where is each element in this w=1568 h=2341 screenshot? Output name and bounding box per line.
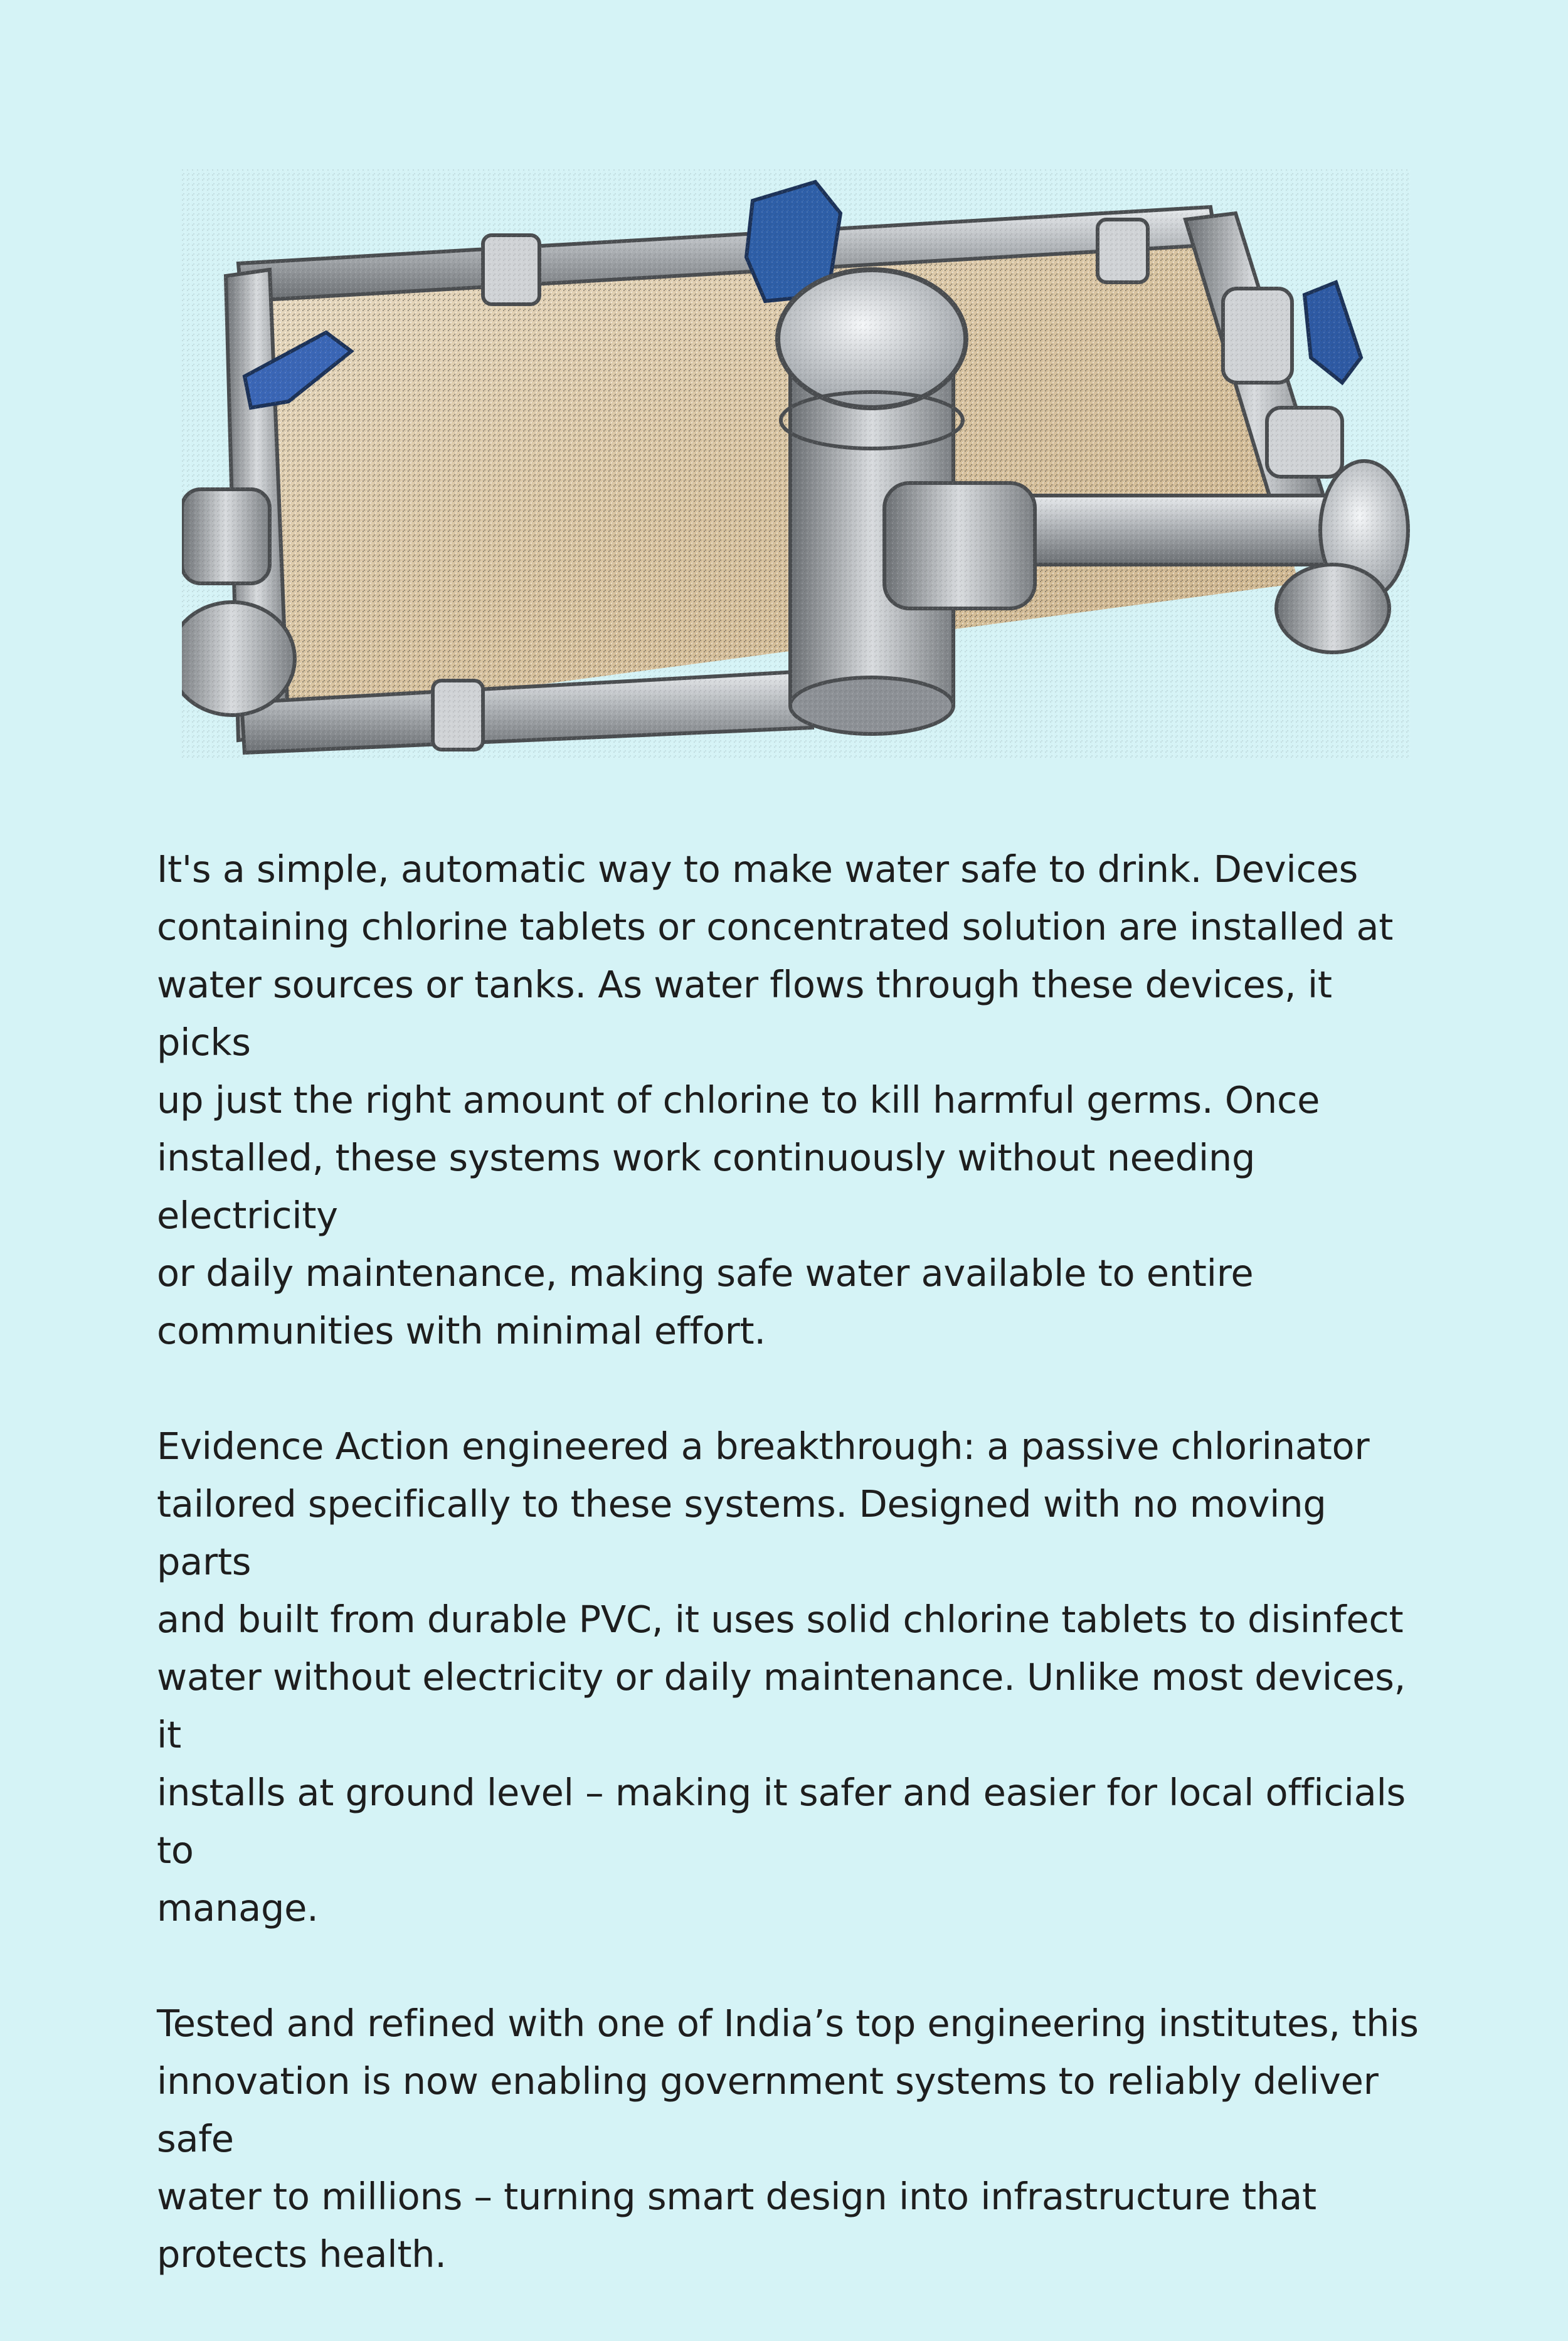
chlorinator-device-icon — [182, 169, 1411, 759]
paragraph-breakthrough: Evidence Action engineered a breakthrough: a passive chlorinator tailored specifically to these systems. Designed with no moving parts and built from durable PVC, it uses solid chlorine tablets to disinfect water without electricity or daily maintenance. Unlike most devices, it installs at ground level – making it safer and easier for local officials to manage. — [157, 1425, 1406, 1930]
paragraph-intro: It's a simple, automatic way to make water safe to drink. Devices containing chlorine tablets or concentrated solution are installed at water sources or tanks. As water flows through these devices, it picks up just the right amount of chlorine to kill harmful germs. Once installed, these systems work continuously without needing electricity or daily maintenance, making safe water available to entire communities with minimal effort. — [157, 847, 1394, 1352]
chlorinator-device-image — [182, 169, 1411, 759]
article-body — [157, 841, 1430, 2341]
paragraph-impact: Tested and refined with one of India’s top engineering institutes, this innovation is now enabling government systems to reliably deliver safe water to millions – turning smart design into infrastructure that protects health. — [157, 2002, 1419, 2276]
